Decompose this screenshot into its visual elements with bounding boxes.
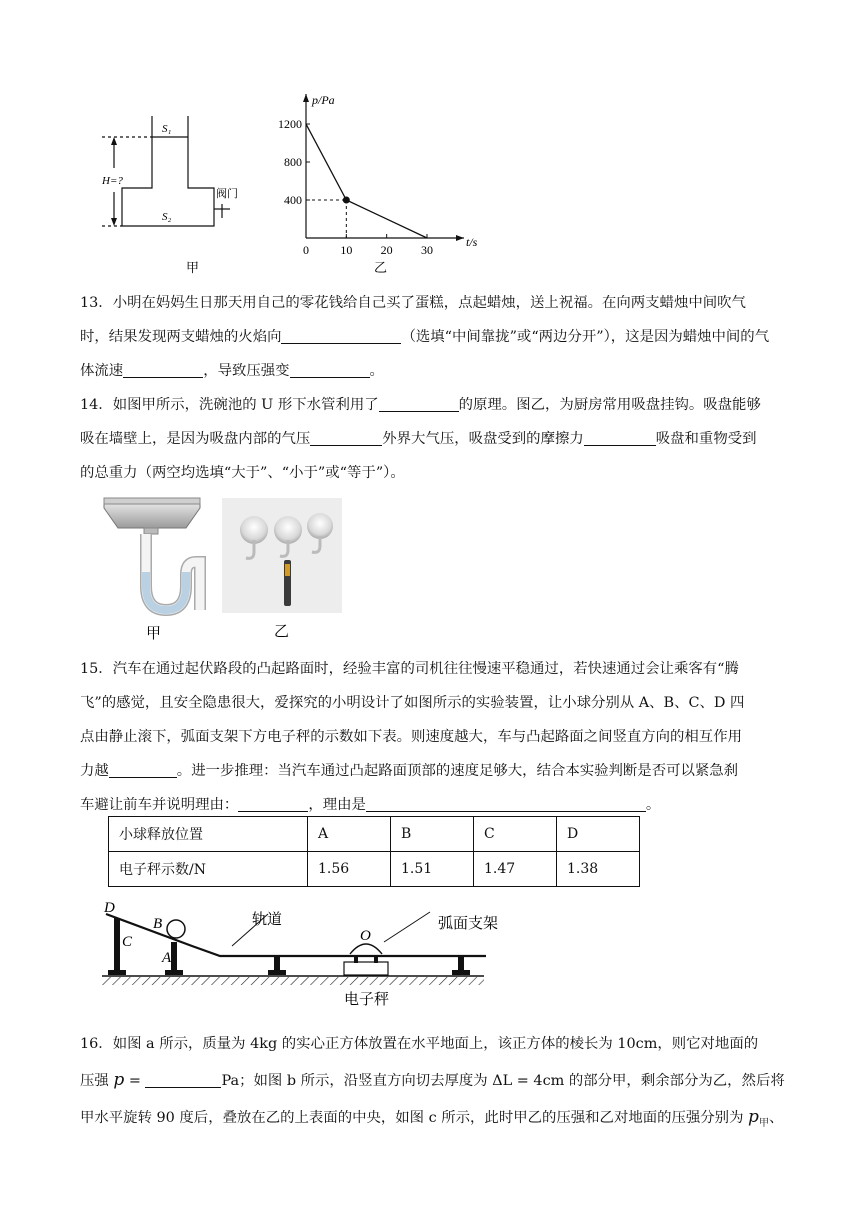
q15-line-1: 15．汽车在通过起伏路段的凸起路面时，经验丰富的司机往往慢速平稳通过，若快速通过会让乘客有“腾 bbox=[80, 661, 739, 677]
height-label: H=? bbox=[102, 175, 123, 187]
q14-line-2: 吸在墙壁上，是因为吸盘内部的气压 外界大气压，吸盘受到的摩擦力 吸盘和重物受到 bbox=[80, 422, 812, 456]
chart-x-tick-label: 20 bbox=[380, 243, 393, 257]
question-14 bbox=[80, 388, 812, 490]
answer-blank[interactable] bbox=[281, 325, 401, 344]
table-header-cell: B bbox=[391, 817, 474, 852]
q13-line-3: 体流速 ，导致压强变 。 bbox=[80, 354, 812, 388]
chart-y-tick-label: 1200 bbox=[278, 117, 302, 131]
chart-y-tick-label: 400 bbox=[284, 193, 302, 207]
table-cell: 1.51 bbox=[391, 852, 474, 887]
q15-line-3: 点由静止滚下，弧面支架下方电子秤的示数如下表。则速度越大，车与凸起路面之间竖直方向的相互作用 bbox=[80, 729, 742, 745]
point-a-label: A bbox=[162, 950, 172, 966]
q14-line-3: 的总重力（两空均选填“大于”、“小于”或“等于”）。 bbox=[80, 465, 405, 481]
answer-blank[interactable] bbox=[290, 359, 370, 378]
figure-14-yi-hooks-photo bbox=[222, 498, 342, 640]
answer-blank[interactable] bbox=[584, 427, 656, 446]
chart-y-arrow bbox=[303, 94, 309, 102]
point-o-label: O bbox=[360, 928, 371, 944]
q14-line-1: 14．如图甲所示，洗碗池的 U 形下水管利用了 的原理。图乙，为厨房常用吸盘挂钩。吸盘能够 bbox=[80, 388, 812, 422]
chart-xlabel: t/s bbox=[466, 235, 478, 249]
q15-data-table bbox=[108, 816, 640, 887]
chart-x-tick-label: 0 bbox=[303, 243, 309, 257]
chart-x-tick-label: 10 bbox=[340, 243, 353, 257]
table-header-row bbox=[109, 817, 640, 852]
figure-jia-caption: 甲 bbox=[186, 260, 200, 275]
chart-x-arrow bbox=[456, 235, 464, 241]
q13-line-1: 13．小明在妈妈生日那天用自己的零花钱给自己买了蛋糕，点起蜡烛，送上祝福。在向两支蜡烛中间吹气 bbox=[80, 295, 746, 311]
chart-y-tick-label: 800 bbox=[284, 155, 302, 169]
valve-label: 阀门 bbox=[216, 188, 238, 200]
scale-label: 电子秤 bbox=[344, 992, 390, 1008]
answer-blank[interactable] bbox=[379, 393, 459, 412]
figure-yi-caption: 乙 bbox=[374, 260, 388, 275]
answer-blank[interactable] bbox=[123, 359, 203, 378]
chart-x-tick-label: 30 bbox=[421, 243, 433, 257]
answer-blank[interactable] bbox=[238, 793, 308, 812]
figure-13-jia bbox=[96, 108, 256, 278]
track-label: 轨道 bbox=[252, 912, 283, 928]
figure-14-jia-sink bbox=[100, 492, 210, 642]
chart-ylabel: p/Pa bbox=[312, 93, 335, 107]
support-label: 弧面支架 bbox=[438, 916, 499, 932]
question-15 bbox=[80, 652, 812, 822]
s2-label: S₂ bbox=[162, 211, 172, 223]
q15-line-5: 车避让前车并说明理由： ，理由是 。 bbox=[80, 788, 812, 822]
answer-blank[interactable] bbox=[145, 1069, 221, 1088]
table-header-cell: D bbox=[557, 817, 640, 852]
q16-line-1: 16．如图 a 所示，质量为 4kg 的实心正方体放置在水平地面上，该正方体的棱长为 10cm，则它对地面的 bbox=[80, 1036, 759, 1052]
question-13 bbox=[80, 286, 812, 388]
figure-14-jia-caption: 甲 bbox=[146, 626, 162, 642]
q15-line-2: 飞”的感觉，且安全隐患很大，爱探究的小明设计了如图所示的实验装置，让小球分别从 A、B、C、D 四 bbox=[80, 695, 745, 711]
figure-13-yi-chart bbox=[268, 84, 508, 276]
table-cell: 电子秤示数/N bbox=[109, 852, 308, 887]
table-header-cell: 小球释放位置 bbox=[109, 817, 308, 852]
q16-line-2: 压强 p = Pa；如图 b 所示，沿竖直方向切去厚度为 ΔL = 4cm 的部分甲，剩余部分为乙，然后将 bbox=[80, 1070, 785, 1090]
table-cell: 1.38 bbox=[557, 852, 640, 887]
table-row bbox=[109, 852, 640, 887]
answer-blank[interactable] bbox=[366, 793, 646, 812]
q16-line-3: 甲水平旋转 90 度后，叠放在乙的上表面的中央，如图 c 所示，此时甲乙的压强和乙对地面的压强分别为 $p_甲$、 bbox=[80, 1107, 784, 1129]
chart-series-line bbox=[306, 124, 427, 238]
point-b-label: B bbox=[153, 916, 163, 932]
table-cell: 1.47 bbox=[474, 852, 557, 887]
table-cell: 1.56 bbox=[308, 852, 391, 887]
q13-line-2: 时，结果发现两支蜡烛的火焰向 （选填“中间靠拢”或“两边分开”），这是因为蜡烛中间的气 bbox=[80, 320, 812, 354]
table-header-cell: A bbox=[308, 817, 391, 852]
point-d-label: D bbox=[104, 900, 115, 916]
answer-blank[interactable] bbox=[109, 759, 177, 778]
table-header-cell: C bbox=[474, 817, 557, 852]
q15-line-4: 力越 。进一步推理：当汽车通过凸起路面顶部的速度足够大，结合本实验判断是否可以紧急刹 bbox=[80, 754, 812, 788]
s1-label: S₁ bbox=[162, 123, 172, 135]
figure-15-apparatus bbox=[100, 898, 500, 1020]
question-16 bbox=[80, 1026, 812, 1142]
chart-data-point bbox=[343, 197, 350, 204]
point-c-label: C bbox=[122, 934, 133, 950]
figure-14-yi-caption: 乙 bbox=[274, 624, 290, 640]
answer-blank[interactable] bbox=[310, 427, 382, 446]
